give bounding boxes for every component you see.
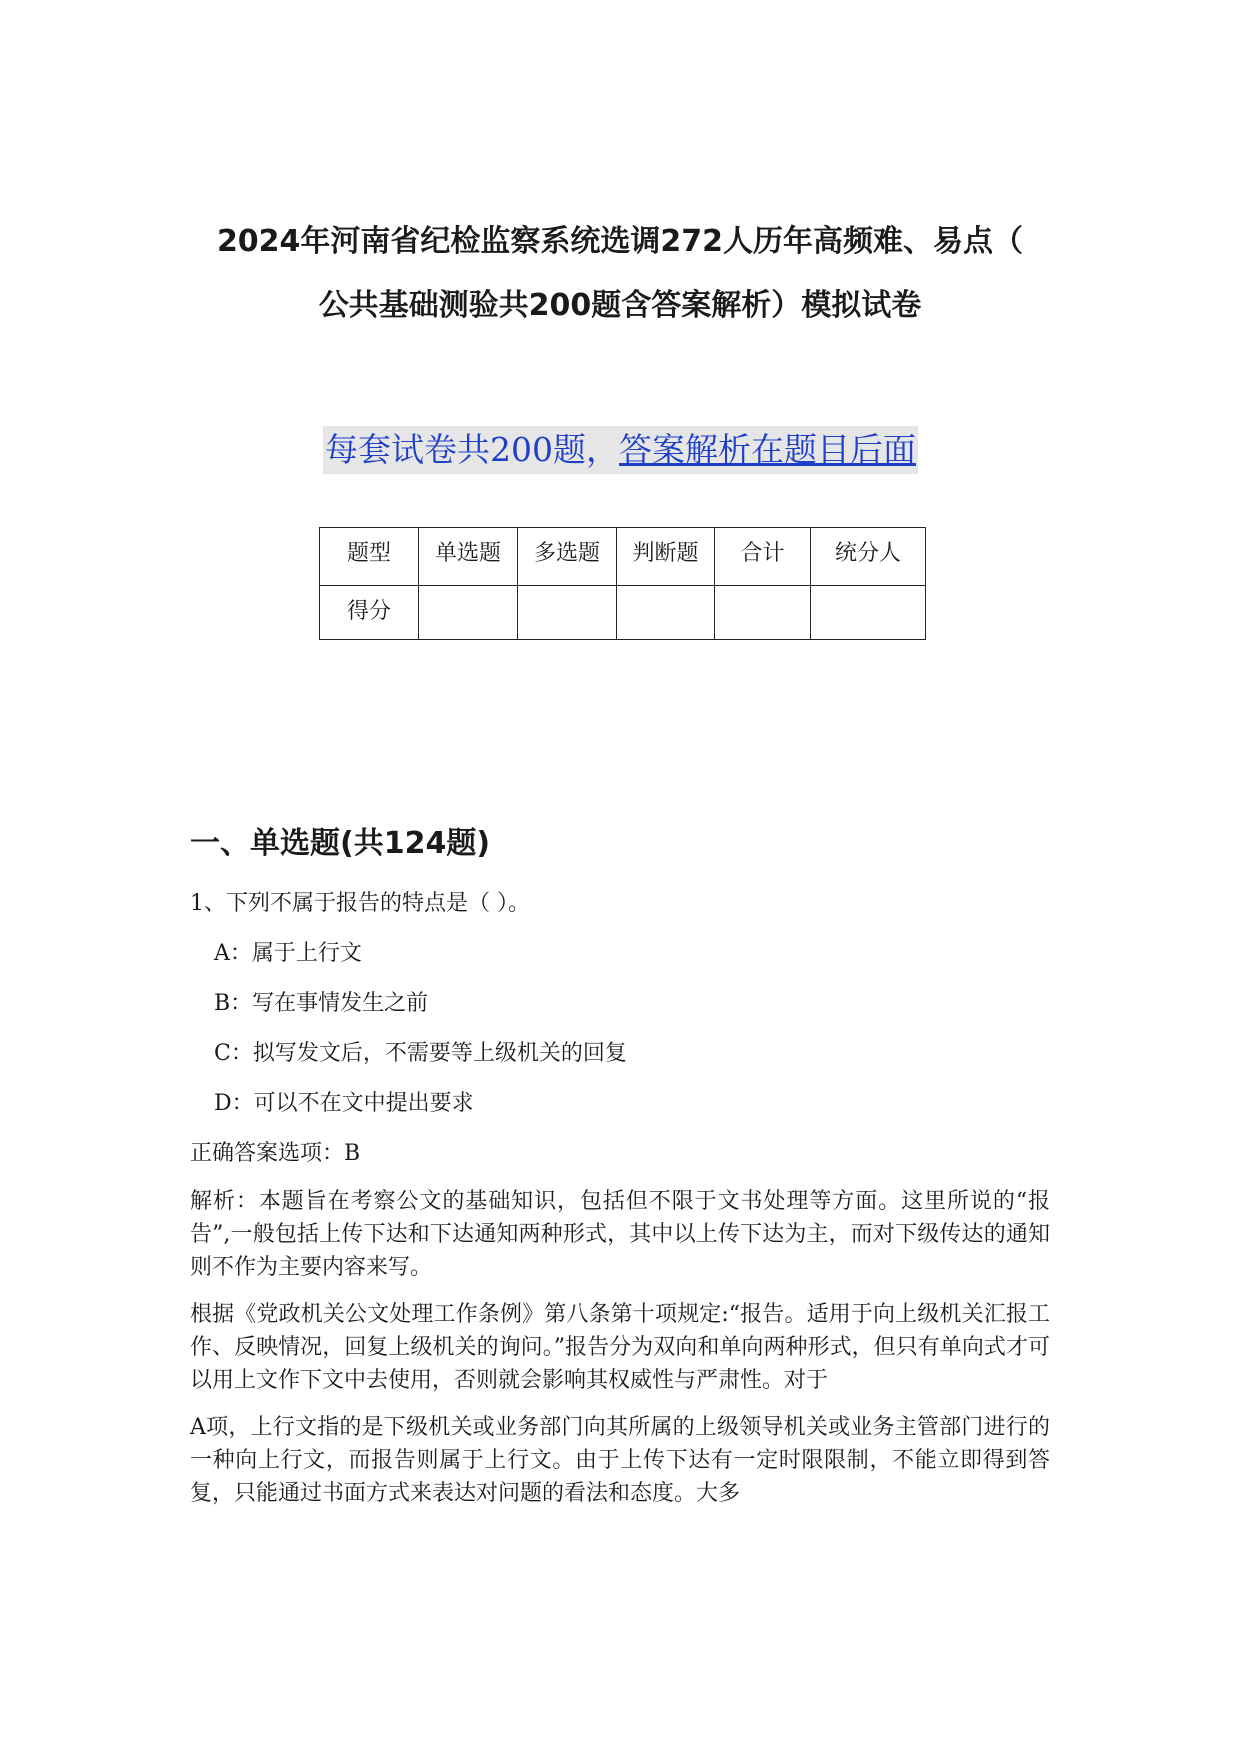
score-cell-single-choice[interactable] [419, 586, 518, 640]
question-stem: 1、下列不属于报告的特点是（ ）。 [190, 891, 530, 916]
score-table-score-row [320, 586, 926, 640]
header-cell-total: 合计 [715, 528, 811, 586]
correct-answer: 正确答案选项：B [190, 1141, 361, 1166]
score-cell-true-false[interactable] [617, 586, 715, 640]
score-cell-total[interactable] [715, 586, 811, 640]
explanation-paragraph-1: 解析：本题旨在考察公文的基础知识，包括但不限于文书处理等方面。这里所说的“报告”,一般包括上传下达和下达通知两种形式，其中以上传下达为主，而对下级传达的通知则不作为主要内容来写。 [190, 1189, 1050, 1280]
score-cell-multiple-choice[interactable] [518, 586, 617, 640]
header-cell-scorer: 统分人 [811, 528, 926, 586]
title-line-2: 公共基础测验共200题含答案解析）模拟试卷 [318, 288, 922, 323]
score-table-header-row [320, 528, 926, 586]
header-cell-type: 题型 [320, 528, 419, 586]
banner [0, 426, 1241, 474]
banner-text: 每套试卷共200题， [325, 430, 619, 469]
explanation-paragraph-3: A项，上行文指的是下级机关或业务部门向其所属的上级领导机关或业务主管部门进行的一种向上行文，而报告则属于上行文。由于上传下达有一定时限限制，不能立即得到答复，只能通过书面方式来表达对问题的看法和态度。大多 [190, 1415, 1050, 1506]
score-row-label: 得分 [320, 586, 419, 640]
question-block [190, 886, 1050, 1524]
section-heading: 一、单选题(共124题) [190, 826, 491, 861]
explanation-paragraph-2: 根据《党政机关公文处理工作条例》第八条第十项规定:“报告。适用于向上级机关汇报工作、反映情况，回复上级机关的询问。”报告分为双向和单向两种形式，但只有单向式才可以用上文作下文中去使用，否则就会影响其权威性与严肃性。对于 [190, 1302, 1050, 1393]
answer-location-link[interactable]: 答案解析在题目后面 [619, 430, 916, 469]
option-b: B：写在事情发生之前 [214, 991, 429, 1016]
banner-highlight [323, 426, 918, 474]
score-table [319, 527, 926, 640]
header-cell-true-false: 判断题 [617, 528, 715, 586]
option-c: C：拟写发文后，不需要等上级机关的回复 [214, 1041, 627, 1066]
option-d: D：可以不在文中提出要求 [214, 1091, 474, 1116]
score-cell-scorer[interactable] [811, 586, 926, 640]
document-title [150, 210, 1090, 338]
title-line-1: 2024年河南省纪检监察系统选调272人历年高频难、易点（ [216, 224, 1024, 259]
option-a: A：属于上行文 [214, 941, 362, 966]
header-cell-multiple-choice: 多选题 [518, 528, 617, 586]
header-cell-single-choice: 单选题 [419, 528, 518, 586]
